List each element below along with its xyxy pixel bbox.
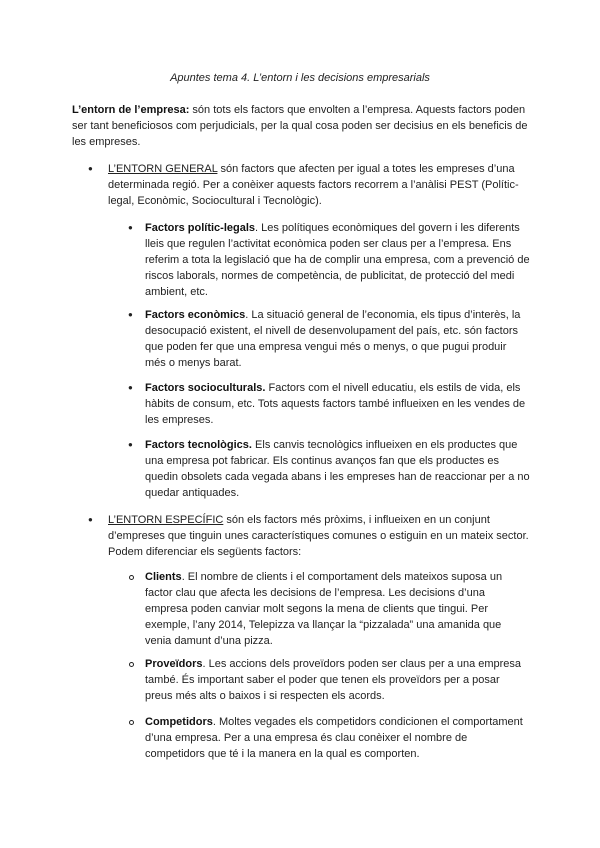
factor-term: Factors tecnològics. <box>145 439 252 451</box>
factor-text: . Les accions dels proveïdors poden ser claus per a una empresa també. És important saber el poder que tenen els proveïdors per a posar preus més alts o baixos i si respecten els acords. <box>145 658 522 702</box>
factor-term: Factors socioculturals. <box>145 382 266 394</box>
intro-term: L’entorn de l’empresa: <box>72 104 190 116</box>
specific-environment-text: són els factors més pròxims, i influeixen en un conjunt d’empreses que tinguin unes característiques comunes o estiguin en un mateix sector. Podem diferenciar els següents factors: <box>108 514 529 558</box>
hollow-bullet-icon <box>129 720 134 725</box>
general-environment-text: són factors que afecten per igual a totes les empreses d’una determinada regió. Per a conèixer aquests factors recorrem a l’anàlisi PEST (Polític-legal, Econòmic, Sociocultural i Tecnològic). <box>108 163 519 207</box>
factor-term: Factors polític-legals <box>145 222 256 234</box>
specific-factor-item <box>145 656 530 704</box>
general-factor-item <box>145 380 530 428</box>
factor-text: . La situació general de l’economia, els tipus d’interès, la desocupació existent, el nivell de desenvolupament del país, etc. són factors que poden fer que una empresa vengui més o menys, o que pugui produir més o menys barat. <box>145 309 521 369</box>
hollow-bullet-icon <box>129 662 134 667</box>
bullet-icon: ● <box>128 383 133 392</box>
specific-factor-item <box>145 569 530 649</box>
factor-text: Factors com el nivell educatiu, els estils de vida, els hàbits de consum, etc. Tots aquests factors també influeixen en les vendes de les empreses. <box>145 382 526 426</box>
intro-paragraph <box>72 102 532 150</box>
general-environment-term: L’ENTORN GENERAL <box>108 163 218 175</box>
factor-text: . Les polítiques econòmiques del govern i les diferents lleis que regulen l’activitat econòmica poden ser claus per a l’empresa. Ens referim a tota la legislació que ha de complir una empresa, com a prevenció de riscos laborals, normes de competència, de publicitat, de protecció del medi ambient, etc. <box>145 222 530 298</box>
factor-term: Competidors <box>145 716 213 728</box>
general-factor-item <box>145 437 530 501</box>
general-environment-item <box>108 161 528 209</box>
factor-term: Proveïdors <box>145 658 203 670</box>
general-factor-item <box>145 220 530 300</box>
factor-text: Els canvis tecnològics influeixen en els productes que una empresa pot fabricar. Els continus avanços fan que els productes es quedin obsolets cada vegada abans i les empreses han de reaccionar per a no quedar antiquades. <box>145 439 530 499</box>
factor-text: . El nombre de clients i el comportament dels mateixos suposa un factor clau que afecta les decisions de l’empresa. Les decisions d’una empresa poden canviar molt segons la mena de clients que tingui. Per exemple, l’any 2014, Telepizza va llançar la “pizzalada” una amanida que venia damunt d’una pizza. <box>145 571 503 647</box>
specific-environment-term: L’ENTORN ESPECÍFIC <box>108 514 224 526</box>
bullet-icon: ● <box>128 440 133 449</box>
factor-text: . Moltes vegades els competidors condicionen el comportament d’una empresa. Per a una empresa és clau conèixer el nombre de competidors que té i la manera en la qual es comporten. <box>145 716 523 760</box>
document-title: Apuntes tema 4. L’entorn i les decisions empresarials <box>170 72 430 84</box>
bullet-icon: ● <box>88 164 93 173</box>
bullet-icon: ● <box>128 223 133 232</box>
factor-term: Clients <box>145 571 182 583</box>
general-factor-item <box>145 307 530 371</box>
specific-environment-item <box>108 512 530 560</box>
bullet-icon: ● <box>88 515 93 524</box>
factor-term: Factors econòmics <box>145 309 246 321</box>
intro-text: són tots els factors que envolten a l’empresa. Aquests factors poden ser tant beneficiosos com perjudicials, per la qual cosa poden ser decisius en els beneficis de les empreses. <box>72 104 528 148</box>
hollow-bullet-icon <box>129 575 134 580</box>
bullet-icon: ● <box>128 310 133 319</box>
specific-factor-item <box>145 714 530 762</box>
